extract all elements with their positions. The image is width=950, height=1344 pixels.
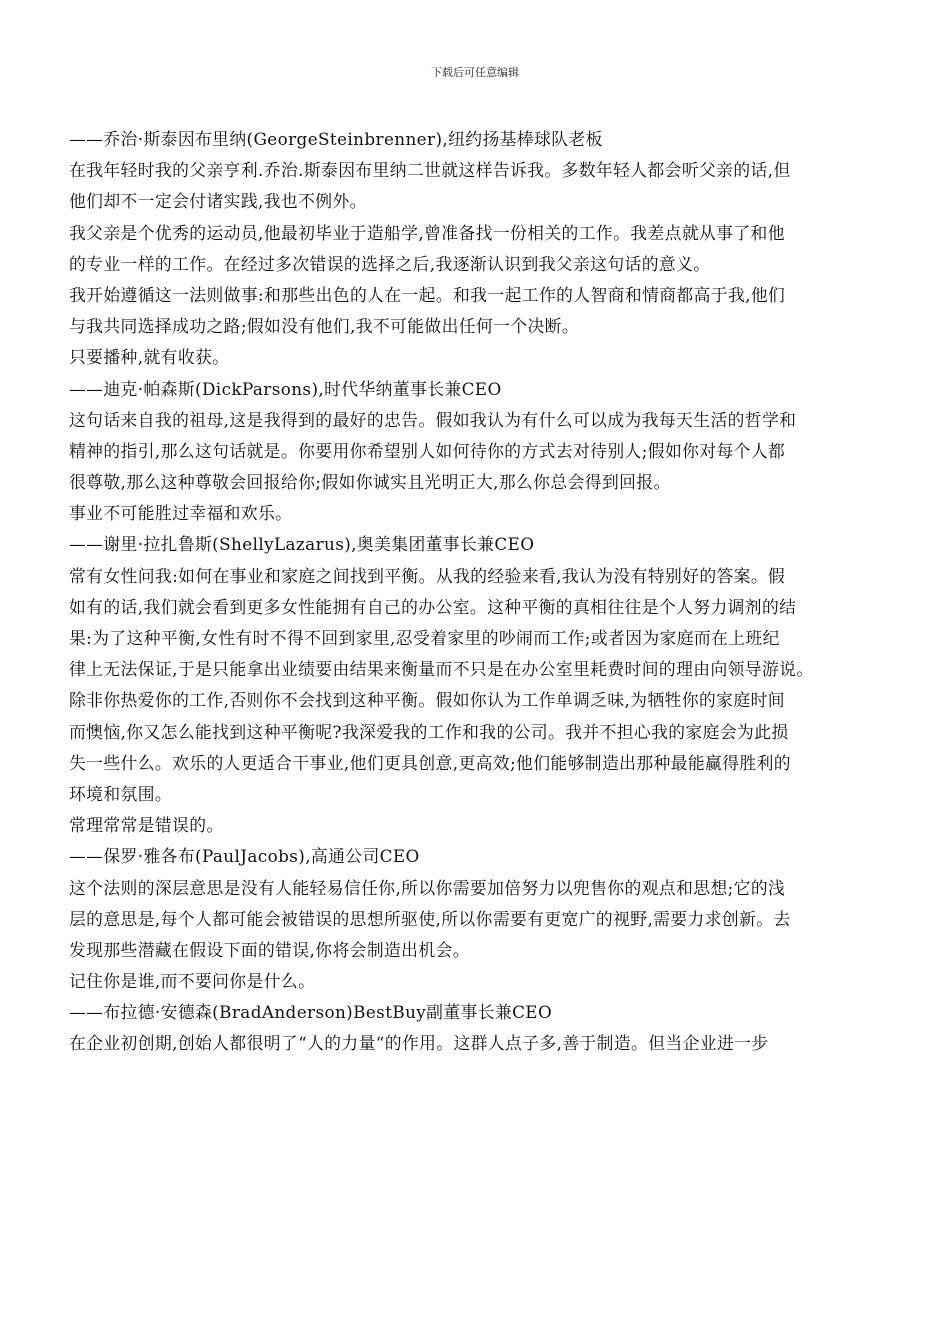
text-line: ——迪克·帕森斯(DickParsons),时代华纳董事长兼CEO xyxy=(69,378,502,399)
text-line: 常理常常是错误的。 xyxy=(69,815,224,836)
text-line: ——布拉德·安德森(BradAnderson)BestBuy副董事长兼CEO xyxy=(69,1002,553,1023)
text-line: ——保罗·雅各布(PaulJacobs),高通公司CEO xyxy=(69,846,420,867)
text-line: 他们却不一定会付诸实践,我也不例外。 xyxy=(69,191,367,212)
text-line: 环境和氛围。 xyxy=(69,783,173,804)
text-line: 很尊敬,那么这种尊敬会回报给你;假如你诚实且光明正大,那么你总会得到回报。 xyxy=(69,472,671,493)
text-line: 除非你热爱你的工作,否则你不会找到这种平衡。假如你认为工作单调乏味,为牺牲你的家庭时间 xyxy=(69,690,785,711)
text-line: 精神的指引,那么这句话就是。你要用你希望别人如何待你的方式去对待别人;假如你对每个人都 xyxy=(69,440,786,461)
text-line: 这句话来自我的祖母,这是我得到的最好的忠告。假如我认为有什么可以成为我每天生活的哲学和 xyxy=(69,409,797,430)
text-line: 我开始遵循这一法则做事:和那些出色的人在一起。和我一起工作的人智商和情商都高于我,他们 xyxy=(69,284,786,305)
text-line: 在企业初创期,创始人都很明了“人的力量“的作用。这群人点子多,善于制造。但当企业进一步 xyxy=(69,1033,769,1054)
text-line: 我父亲是个优秀的运动员,他最初毕业于造船学,曾准备找一份相关的工作。我差点就从事了和他 xyxy=(69,222,785,243)
text-line: 事业不可能胜过幸福和欢乐。 xyxy=(69,503,293,524)
text-line: ——乔治·斯泰因布里纳(GeorgeSteinbrenner),纽约扬基棒球队老板 xyxy=(69,129,603,149)
text-line: 在我年轻时我的父亲亨利.乔治.斯泰因布里纳二世就这样告诉我。多数年轻人都会听父亲的话,但 xyxy=(69,160,791,181)
text-line: 而懊恼,你又怎么能找到这种平衡呢?我深爱我的工作和我的公司。我并不担心我的家庭会为此损 xyxy=(69,721,789,742)
text-line: 果:为了这种平衡,女性有时不得不回到家里,忍受着家里的吵闹而工作;或者因为家庭而在上班纪 xyxy=(69,628,780,648)
text-line: 如有的话,我们就会看到更多女性能拥有自己的办公室。这种平衡的真相往往是个人努力调剂的结 xyxy=(69,596,797,617)
text-line: 常有女性问我:如何在事业和家庭之间找到平衡。从我的经验来看,我认为没有特别好的答案。假 xyxy=(69,565,786,586)
document-body xyxy=(69,124,889,1060)
text-line: 失一些什么。欢乐的人更适合干事业,他们更具创意,更高效;他们能够制造出那种最能赢得胜利的 xyxy=(69,752,791,773)
text-line: ——谢里·拉扎鲁斯(ShellyLazarus),奥美集团董事长兼CEO xyxy=(69,534,535,555)
text-line: 记住你是谁,而不要问你是什么。 xyxy=(69,971,316,992)
text-line: 层的意思是,每个人都可能会被错误的思想所驱使,所以你需要有更宽广的视野,需要力求创新。去 xyxy=(69,908,791,929)
text-line: 这个法则的深层意思是没有人能轻易信任你,所以你需要加倍努力以兜售你的观点和思想;它的浅 xyxy=(69,877,786,898)
text-line: 发现那些潜藏在假设下面的错误,你将会制造出机会。 xyxy=(69,939,470,960)
page-header: 下载后可任意编辑 xyxy=(431,66,519,79)
text-line: 与我共同选择成功之路;假如没有他们,我不可能做出任何一个决断。 xyxy=(69,316,580,337)
text-line: 的专业一样的工作。在经过多次错误的选择之后,我逐渐认识到我父亲这句话的意义。 xyxy=(69,253,711,274)
text-line: 只要播种,就有收获。 xyxy=(69,347,230,368)
text-line: 律上无法保证,于是只能拿出业绩要由结果来衡量而不只是在办公室里耗费时间的理由向领导游说。 xyxy=(69,659,814,680)
